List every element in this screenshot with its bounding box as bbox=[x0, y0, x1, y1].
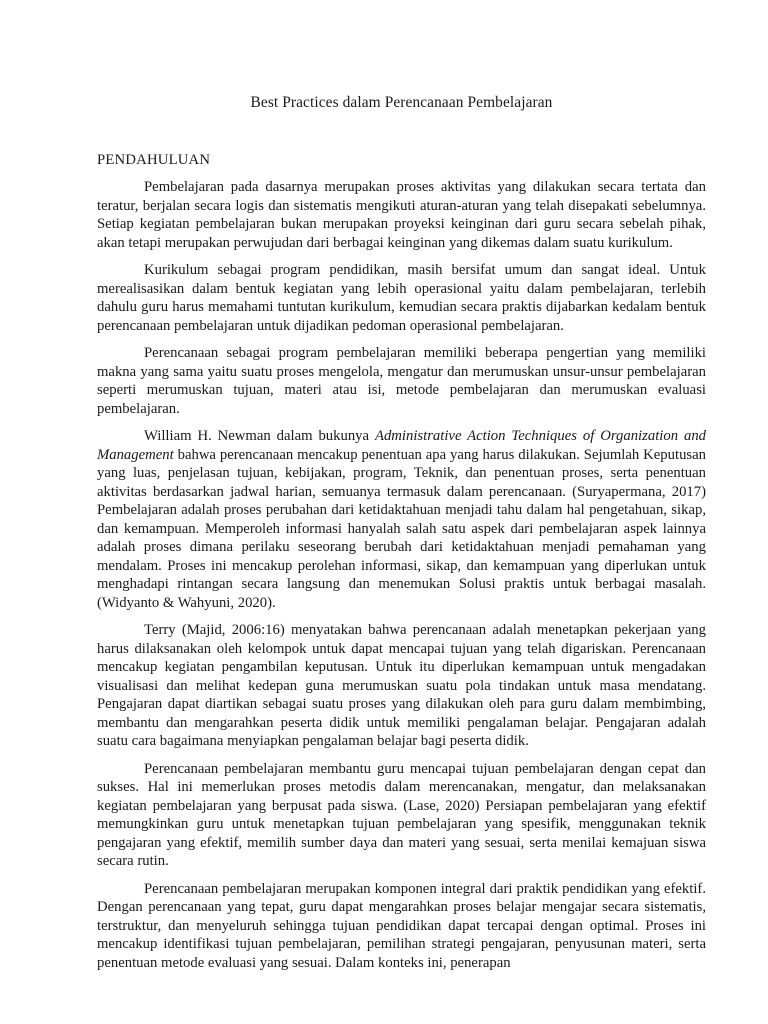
paragraph-4 bbox=[97, 427, 706, 612]
paragraph-7: Perencanaan pembelajaran merupakan komponen integral dari praktik pendidikan yang efektif. Dengan perencanaan yang tepat, guru dapat mengarahkan proses belajar mengajar secara sistematis, terstruktur, dan menyeluruh sehingga tujuan pendidikan dapat tercapai dengan optimal. Proses ini mencakup identifikasi tujuan pembelajaran, pemilihan strategi pengajaran, penyusunan materi, serta penentuan metode evaluasi yang sesuai. Dalam konteks ini, penerapan bbox=[97, 880, 706, 971]
paragraph-5: Terry (Majid, 2006:16) menyatakan bahwa perencanaan adalah menetapkan pekerjaan yang harus dilaksanakan oleh kelompok untuk dapat mencapai tujuan yang telah digariskan. Perencanaan mencakup kegiatan pengambilan keputusan. Untuk itu diperlukan kemampuan untuk mengadakan visualisasi dan melihat kedepan guna merumuskan suatu pola tindakan untuk masa mendatang. Pengajaran dapat diartikan sebagai suatu proses yang dilakukan oleh para guru dalam membimbing, membantu dan mengarahkan peserta didik untuk memiliki pengalaman belajar. Pengajaran adalah suatu cara bagaimana menyiapkan pengalaman belajar bagi peserta didik. bbox=[97, 622, 706, 749]
paragraph-4-rest: bahwa perencanaan mencakup penentuan apa yang harus dilakukan. Sejumlah Keputusan yang luas, penjelasan tujuan, kebijakan, program, Teknik, dan penentuan proses, serta penentuan aktivitas berdasarkan jadwal harian, semuanya termasuk dalam perencanaan. (Suryapermana, 2017) Pembelajaran adalah proses perubahan dari ketidaktahuan menjadi tahu dalam hal pengetahuan, sikap, dan kemampuan. Memperoleh informasi hanyalah salah satu aspek dari pembelajaran aspek lainnya adalah proses dimana perilaku seseorang berubah dari ketidaktahuan menjadi pemahaman yang mendalam. Proses ini mencakup perolehan informasi, sikap, dan kemampuan yang diperlukan untuk menghadapi rintangan secara langsung dan menemukan Solusi praktis untuk berbagai masalah.(Widyanto & Wahyuni, 2020). bbox=[97, 446, 706, 611]
paragraph-6: Perencanaan pembelajaran membantu guru mencapai tujuan pembelajaran dengan cepat dan sukses. Hal ini memerlukan proses metodis dalam merencanakan, mengatur, dan melaksanakan kegiatan pembelajaran yang berpusat pada siswa. (Lase, 2020) Persiapan pembelajaran yang efektif memungkinkan guru untuk menetapkan tujuan pembelajaran yang spesifik, menggunakan teknik pengajaran yang efektif, memilih sumber daya dan materi yang sesuai, serta menilai kemajuan siswa secara rutin. bbox=[97, 760, 706, 869]
paragraph-3: Perencanaan sebagai program pembelajaran memiliki beberapa pengertian yang memiliki makna yang sama yaitu suatu proses mengelola, mengatur dan merumuskan unsur-unsur pembelajaran seperti merumuskan tujuan, materi atau isi, metode pembelajaran dan merumuskan evaluasi pembelajaran. bbox=[97, 345, 706, 417]
document-body bbox=[97, 94, 706, 981]
section-heading: PENDAHULUAN bbox=[97, 151, 211, 168]
paragraph-4-lead: William H. Newman dalam bukunya bbox=[144, 428, 375, 444]
document-title: Best Practices dalam Perencanaan Pembelajaran bbox=[250, 94, 553, 111]
paragraph-1: Pembelajaran pada dasarnya merupakan proses aktivitas yang dilakukan secara tertata dan teratur, berjalan secara logis dan sistematis mengikuti aturan-aturan yang telah disepakati sebelumnya. Setiap kegiatan pembelajaran bukan merupakan proyeksi keinginan dari guru secara sebelah pihak, akan tetapi merupakan perwujudan dari berbagai keinginan yang dikemas dalam suatu kurikulum. bbox=[97, 179, 706, 251]
paragraph-2: Kurikulum sebagai program pendidikan, masih bersifat umum dan sangat ideal. Untuk merealisasikan dalam bentuk kegiatan yang lebih operasional yaitu dalam pembelajaran, terlebih dahulu guru harus memahami tuntutan kurikulum, kemudian secara praktis dijabarkan kedalam bentuk perencanaan pembelajaran untuk dijadikan pedoman operasional pembelajaran. bbox=[97, 262, 706, 334]
book-title-italic: Administrative Action Techniques of Organization and Management bbox=[97, 428, 707, 463]
